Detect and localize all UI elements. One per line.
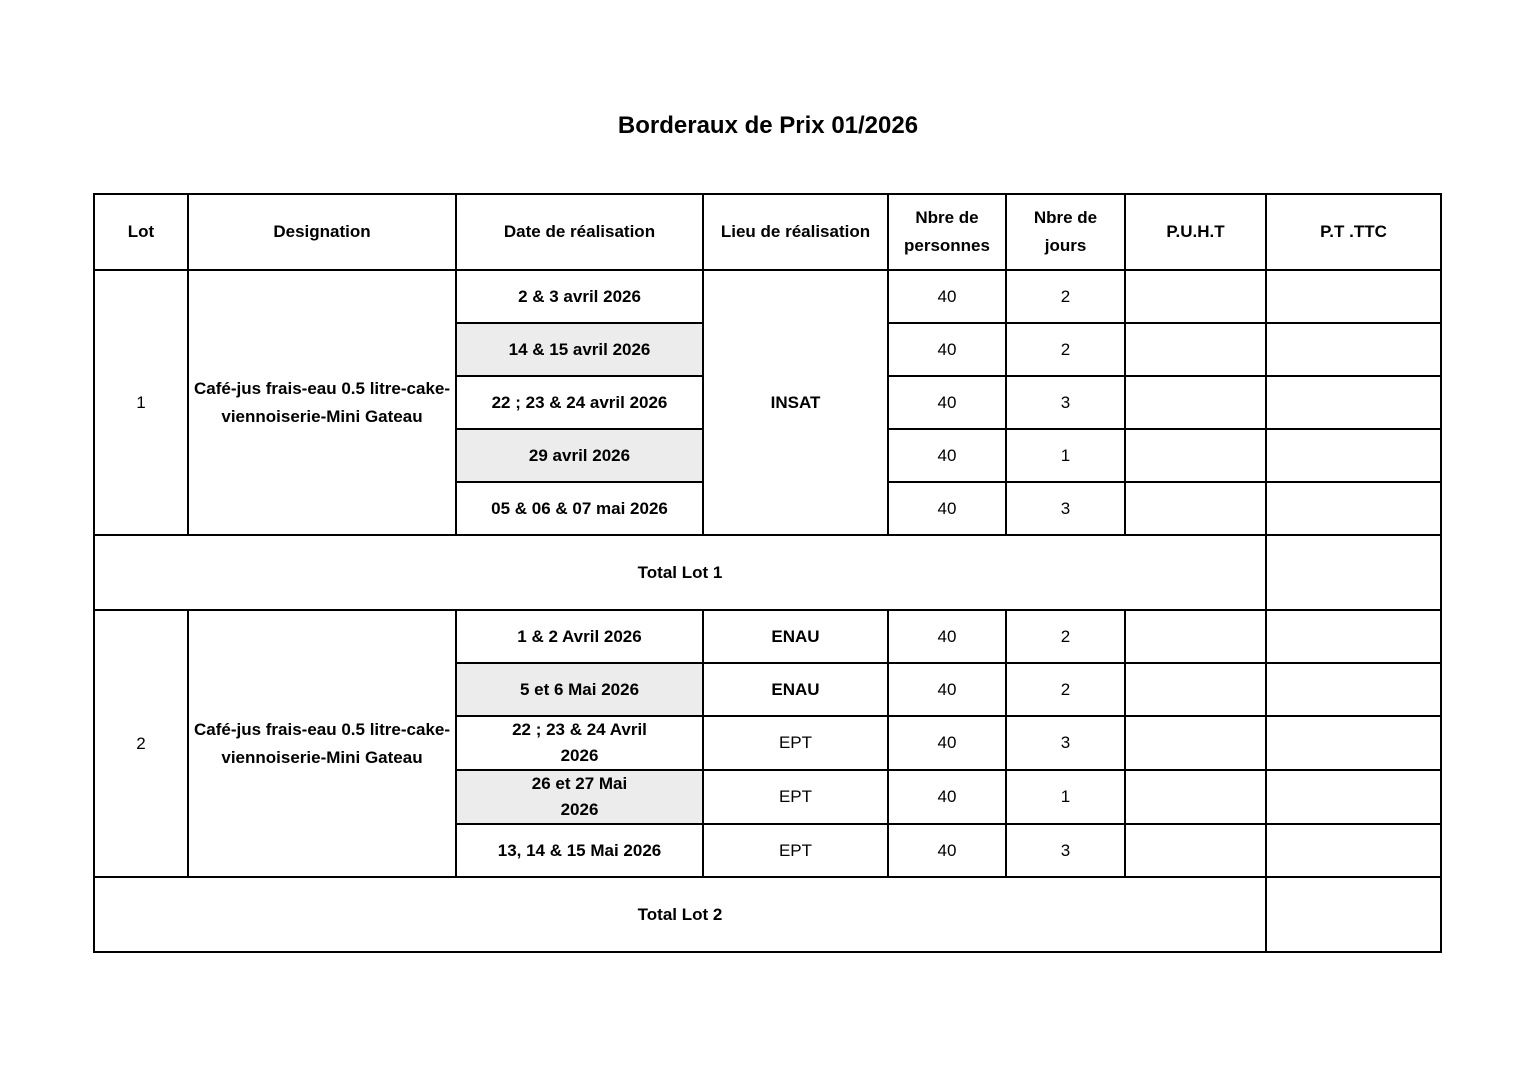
personnes-cell: 40 <box>888 323 1006 376</box>
personnes-cell: 40 <box>888 482 1006 535</box>
date-cell: 22 ; 23 & 24 avril 2026 <box>456 376 703 429</box>
date-line2: 2026 <box>560 800 599 819</box>
date-cell: 5 et 6 Mai 2026 <box>456 663 703 716</box>
header-jours-line2: jours <box>1044 236 1087 255</box>
lieu-cell: EPT <box>703 824 888 877</box>
puht-cell <box>1125 270 1266 323</box>
designation-cell: Café-jus frais-eau 0.5 litre-cake-viennoiserie-Mini Gateau <box>188 270 456 535</box>
lieu-cell: EPT <box>703 716 888 770</box>
header-lot: Lot <box>94 194 188 270</box>
jours-cell: 3 <box>1006 376 1125 429</box>
date-line2: 2026 <box>560 746 599 765</box>
date-cell: 13, 14 & 15 Mai 2026 <box>456 824 703 877</box>
puht-cell <box>1125 770 1266 824</box>
date-cell <box>456 716 703 770</box>
personnes-cell: 40 <box>888 270 1006 323</box>
date-cell <box>456 770 703 824</box>
date-line1: 22 ; 23 & 24 Avril <box>512 720 647 739</box>
lot-number: 1 <box>94 270 188 535</box>
puht-cell <box>1125 482 1266 535</box>
date-cell: 05 & 06 & 07 mai 2026 <box>456 482 703 535</box>
total-lot-label: Total Lot 2 <box>94 877 1266 952</box>
total-lot-value <box>1266 877 1441 952</box>
header-personnes <box>888 194 1006 270</box>
lieu-cell: ENAU <box>703 663 888 716</box>
header-puht: P.U.H.T <box>1125 194 1266 270</box>
date-cell: 29 avril 2026 <box>456 429 703 482</box>
price-table <box>93 193 1442 953</box>
ptttc-cell <box>1266 610 1441 663</box>
jours-cell: 3 <box>1006 824 1125 877</box>
puht-cell <box>1125 429 1266 482</box>
date-cell: 14 & 15 avril 2026 <box>456 323 703 376</box>
header-date: Date de réalisation <box>456 194 703 270</box>
ptttc-cell <box>1266 663 1441 716</box>
header-row <box>94 194 1441 270</box>
header-designation: Designation <box>188 194 456 270</box>
header-personnes-line2: personnes <box>904 236 990 255</box>
header-ptttc: P.T .TTC <box>1266 194 1441 270</box>
jours-cell: 1 <box>1006 770 1125 824</box>
ptttc-cell <box>1266 770 1441 824</box>
ptttc-cell <box>1266 270 1441 323</box>
table-row <box>94 610 1441 663</box>
ptttc-cell <box>1266 716 1441 770</box>
lot-number: 2 <box>94 610 188 877</box>
puht-cell <box>1125 323 1266 376</box>
personnes-cell: 40 <box>888 770 1006 824</box>
ptttc-cell <box>1266 429 1441 482</box>
header-jours <box>1006 194 1125 270</box>
header-lieu: Lieu de réalisation <box>703 194 888 270</box>
ptttc-cell <box>1266 323 1441 376</box>
lieu-cell: EPT <box>703 770 888 824</box>
ptttc-cell <box>1266 824 1441 877</box>
ptttc-cell <box>1266 376 1441 429</box>
personnes-cell: 40 <box>888 429 1006 482</box>
jours-cell: 3 <box>1006 482 1125 535</box>
personnes-cell: 40 <box>888 610 1006 663</box>
total-row <box>94 535 1441 610</box>
date-cell: 1 & 2 Avril 2026 <box>456 610 703 663</box>
personnes-cell: 40 <box>888 716 1006 770</box>
date-line1: 26 et 27 Mai <box>531 774 628 793</box>
ptttc-cell <box>1266 482 1441 535</box>
header-jours-line1: Nbre de <box>1033 208 1098 227</box>
jours-cell: 2 <box>1006 663 1125 716</box>
puht-cell <box>1125 376 1266 429</box>
personnes-cell: 40 <box>888 824 1006 877</box>
jours-cell: 1 <box>1006 429 1125 482</box>
lieu-cell: INSAT <box>703 270 888 535</box>
jours-cell: 3 <box>1006 716 1125 770</box>
total-row <box>94 877 1441 952</box>
puht-cell <box>1125 716 1266 770</box>
table-row <box>94 270 1441 323</box>
puht-cell <box>1125 663 1266 716</box>
date-cell: 2 & 3 avril 2026 <box>456 270 703 323</box>
header-personnes-line1: Nbre de <box>915 208 979 227</box>
jours-cell: 2 <box>1006 610 1125 663</box>
personnes-cell: 40 <box>888 376 1006 429</box>
total-lot-label: Total Lot 1 <box>94 535 1266 610</box>
page-title: Borderaux de Prix 01/2026 <box>617 112 919 139</box>
personnes-cell: 40 <box>888 663 1006 716</box>
designation-cell: Café-jus frais-eau 0.5 litre-cake-viennoiserie-Mini Gateau <box>188 610 456 877</box>
puht-cell <box>1125 610 1266 663</box>
total-lot-value <box>1266 535 1441 610</box>
lieu-cell: ENAU <box>703 610 888 663</box>
jours-cell: 2 <box>1006 323 1125 376</box>
puht-cell <box>1125 824 1266 877</box>
jours-cell: 2 <box>1006 270 1125 323</box>
